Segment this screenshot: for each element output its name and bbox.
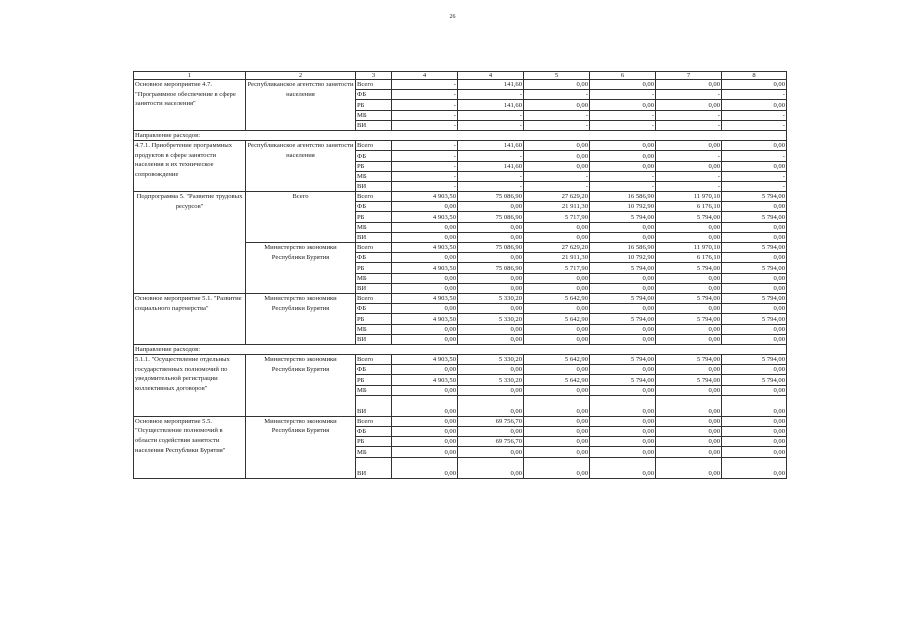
value-cell: 0,00	[656, 395, 722, 416]
value-cell: 0,00	[392, 253, 458, 263]
funding-source: Всего	[356, 192, 392, 202]
value-cell: 5 794,00	[722, 375, 787, 385]
executor-name: Республиканское агентство занятости населения	[246, 80, 356, 131]
value-cell: 141,60	[458, 161, 524, 171]
funding-source: ВИ	[356, 120, 392, 130]
funding-source: ВИ	[356, 283, 392, 293]
value-cell: 0,00	[590, 283, 656, 293]
value-cell: 5 330,20	[458, 355, 524, 365]
value-cell: 5 794,00	[656, 375, 722, 385]
value-cell: 141,60	[458, 141, 524, 151]
funding-source: МБ	[356, 171, 392, 181]
measure-name: 5.1.1. "Осуществление отдельных государственных полномочий по уведомительной регистрации коллективных договоров"	[134, 355, 246, 417]
value-cell: 11 970,10	[656, 243, 722, 253]
funding-source: ФБ	[356, 151, 392, 161]
value-cell: 0,00	[590, 304, 656, 314]
direction-label: Направление расходов:	[134, 130, 787, 140]
funding-source: ВИ	[356, 181, 392, 191]
value-cell: 0,00	[458, 385, 524, 395]
header-cell: 3	[356, 72, 392, 80]
value-cell: 0,00	[656, 80, 722, 90]
value-cell: 4 903,50	[392, 192, 458, 202]
value-cell: 0,00	[524, 304, 590, 314]
value-cell: 6 176,10	[656, 253, 722, 263]
value-cell: 0,00	[524, 365, 590, 375]
value-cell: 0,00	[656, 100, 722, 110]
funding-source: ФБ	[356, 90, 392, 100]
direction-row	[134, 130, 787, 140]
value-cell: -	[722, 90, 787, 100]
value-cell: 0,00	[392, 202, 458, 212]
value-cell: 0,00	[524, 151, 590, 161]
value-cell: -	[656, 90, 722, 100]
funding-source: ВИ	[356, 232, 392, 242]
executor-name: Республиканское агентство занятости населения	[246, 141, 356, 192]
funding-source: Всего	[356, 416, 392, 426]
value-cell: 0,00	[392, 324, 458, 334]
value-cell: 0,00	[524, 324, 590, 334]
value-cell: 75 086,90	[458, 243, 524, 253]
funding-source: МБ	[356, 324, 392, 334]
table-body	[134, 72, 787, 479]
value-cell: -	[524, 181, 590, 191]
value-cell: 5 794,00	[656, 263, 722, 273]
value-cell: 6 176,10	[656, 202, 722, 212]
value-cell: 5 794,00	[656, 355, 722, 365]
value-cell: 0,00	[722, 385, 787, 395]
value-cell: 0,00	[458, 457, 524, 478]
value-cell: 0,00	[722, 324, 787, 334]
value-cell: 0,00	[656, 273, 722, 283]
value-cell: -	[656, 181, 722, 191]
value-cell: 0,00	[722, 334, 787, 344]
value-cell: 0,00	[722, 80, 787, 90]
value-cell: 0,00	[458, 273, 524, 283]
value-cell: 0,00	[392, 334, 458, 344]
value-cell: 75 086,90	[458, 263, 524, 273]
value-cell: 0,00	[524, 416, 590, 426]
value-cell: 5 794,00	[722, 314, 787, 324]
value-cell: 0,00	[722, 304, 787, 314]
value-cell: -	[392, 161, 458, 171]
funding-source: РБ	[356, 212, 392, 222]
value-cell: -	[590, 110, 656, 120]
value-cell: 0,00	[392, 416, 458, 426]
value-cell: 5 794,00	[722, 212, 787, 222]
value-cell: 4 903,50	[392, 375, 458, 385]
value-cell: -	[392, 100, 458, 110]
value-cell: -	[656, 110, 722, 120]
value-cell: -	[392, 110, 458, 120]
value-cell: 5 794,00	[722, 263, 787, 273]
value-cell: -	[590, 171, 656, 181]
value-cell: 5 794,00	[656, 293, 722, 303]
funding-source: ФБ	[356, 202, 392, 212]
value-cell: 0,00	[656, 283, 722, 293]
value-cell: 0,00	[458, 283, 524, 293]
funding-source: РБ	[356, 100, 392, 110]
value-cell: -	[392, 151, 458, 161]
header-cell: 6	[590, 72, 656, 80]
funding-source: МБ	[356, 110, 392, 120]
value-cell: 0,00	[722, 253, 787, 263]
value-cell: -	[524, 110, 590, 120]
header-cell: 1	[134, 72, 246, 80]
funding-source: Всего	[356, 80, 392, 90]
measure-name: Основное мероприятие 4.7. "Программное обеспечение в сфере занятости населения"	[134, 80, 246, 131]
value-cell: 10 792,90	[590, 253, 656, 263]
funding-source: РБ	[356, 437, 392, 447]
value-cell: 5 717,90	[524, 263, 590, 273]
value-cell: 0,00	[590, 437, 656, 447]
value-cell: 0,00	[524, 273, 590, 283]
table-row	[134, 355, 787, 365]
value-cell: 5 642,90	[524, 314, 590, 324]
value-cell: 0,00	[458, 365, 524, 375]
header-cell: 8	[722, 72, 787, 80]
value-cell: -	[656, 151, 722, 161]
value-cell: 69 756,70	[458, 416, 524, 426]
table-row	[134, 141, 787, 151]
value-cell: 0,00	[458, 447, 524, 457]
table-row	[134, 80, 787, 90]
value-cell: 0,00	[392, 427, 458, 437]
value-cell: 0,00	[590, 232, 656, 242]
value-cell: 0,00	[590, 385, 656, 395]
value-cell: -	[656, 120, 722, 130]
value-cell: 5 794,00	[656, 212, 722, 222]
value-cell: 0,00	[656, 437, 722, 447]
funding-source: ФБ	[356, 427, 392, 437]
value-cell: 0,00	[656, 161, 722, 171]
value-cell: 0,00	[590, 365, 656, 375]
header-cell: 2	[246, 72, 356, 80]
value-cell: 0,00	[458, 334, 524, 344]
value-cell: 11 970,10	[656, 192, 722, 202]
value-cell: 5 794,00	[590, 263, 656, 273]
value-cell: 0,00	[722, 457, 787, 478]
value-cell: 0,00	[458, 202, 524, 212]
value-cell: 5 794,00	[722, 243, 787, 253]
funding-source: МБ	[356, 273, 392, 283]
value-cell: -	[392, 120, 458, 130]
direction-row	[134, 344, 787, 354]
value-cell: 75 086,90	[458, 192, 524, 202]
value-cell: 0,00	[722, 100, 787, 110]
value-cell: 0,00	[590, 100, 656, 110]
value-cell: -	[722, 120, 787, 130]
value-cell: -	[722, 151, 787, 161]
value-cell: 0,00	[392, 283, 458, 293]
value-cell: 0,00	[524, 232, 590, 242]
value-cell: 0,00	[590, 273, 656, 283]
value-cell: 5 794,00	[656, 314, 722, 324]
value-cell: 0,00	[722, 416, 787, 426]
value-cell: 0,00	[722, 447, 787, 457]
table-row	[134, 293, 787, 303]
value-cell: 0,00	[656, 141, 722, 151]
value-cell: 0,00	[524, 447, 590, 457]
funding-source: РБ	[356, 314, 392, 324]
value-cell: 0,00	[590, 427, 656, 437]
value-cell: 0,00	[656, 457, 722, 478]
value-cell: 0,00	[392, 447, 458, 457]
value-cell: -	[656, 171, 722, 181]
value-cell: 4 903,50	[392, 212, 458, 222]
value-cell: 0,00	[524, 334, 590, 344]
value-cell: 4 903,50	[392, 314, 458, 324]
value-cell: 0,00	[722, 427, 787, 437]
value-cell: 4 903,50	[392, 293, 458, 303]
value-cell: -	[524, 171, 590, 181]
executor-name: Всего	[246, 192, 356, 243]
value-cell: 0,00	[458, 304, 524, 314]
funding-source: ВИ	[356, 457, 392, 478]
value-cell: 0,00	[722, 141, 787, 151]
value-cell: 5 794,00	[590, 314, 656, 324]
value-cell: 0,00	[656, 334, 722, 344]
executor-name: Министерство экономики Республики Бурятия	[246, 243, 356, 294]
funding-source: МБ	[356, 222, 392, 232]
table-row	[134, 416, 787, 426]
value-cell: -	[458, 181, 524, 191]
value-cell: 0,00	[392, 304, 458, 314]
value-cell: 0,00	[590, 80, 656, 90]
value-cell: 0,00	[722, 437, 787, 447]
value-cell: 0,00	[458, 222, 524, 232]
value-cell: 0,00	[524, 385, 590, 395]
value-cell: 16 586,90	[590, 243, 656, 253]
value-cell: 0,00	[392, 457, 458, 478]
executor-name: Министерство экономики Республики Бурятия	[246, 416, 356, 478]
value-cell: -	[458, 151, 524, 161]
value-cell: 0,00	[524, 141, 590, 151]
value-cell: 0,00	[656, 427, 722, 437]
value-cell: 5 794,00	[590, 293, 656, 303]
funding-source: МБ	[356, 385, 392, 395]
value-cell: 5 794,00	[590, 212, 656, 222]
value-cell: 5 794,00	[722, 293, 787, 303]
value-cell: 0,00	[722, 232, 787, 242]
value-cell: 0,00	[524, 100, 590, 110]
value-cell: 21 911,30	[524, 253, 590, 263]
value-cell: 0,00	[590, 141, 656, 151]
value-cell: 0,00	[722, 365, 787, 375]
value-cell: 0,00	[656, 222, 722, 232]
value-cell: 0,00	[524, 222, 590, 232]
value-cell: 0,00	[524, 457, 590, 478]
value-cell: 0,00	[722, 202, 787, 212]
value-cell: 0,00	[392, 273, 458, 283]
value-cell: 0,00	[524, 437, 590, 447]
header-row	[134, 72, 787, 80]
value-cell: -	[392, 80, 458, 90]
value-cell: 0,00	[392, 222, 458, 232]
value-cell: 5 794,00	[590, 355, 656, 365]
value-cell: 0,00	[590, 457, 656, 478]
value-cell: 0,00	[722, 222, 787, 232]
value-cell: 0,00	[656, 324, 722, 334]
value-cell: 0,00	[524, 283, 590, 293]
value-cell: 0,00	[392, 365, 458, 375]
funding-source: ВИ	[356, 334, 392, 344]
funding-source: ФБ	[356, 253, 392, 263]
value-cell: 0,00	[656, 447, 722, 457]
funding-source: Всего	[356, 355, 392, 365]
value-cell: 5 794,00	[590, 375, 656, 385]
value-cell: 27 629,20	[524, 243, 590, 253]
value-cell: -	[722, 110, 787, 120]
value-cell: -	[458, 171, 524, 181]
value-cell: 5 717,90	[524, 212, 590, 222]
measure-name: Основное мероприятие 5.5. "Осуществление полномочий в области содействия занятости населения Республики Бурятия"	[134, 416, 246, 478]
value-cell: 0,00	[656, 232, 722, 242]
funding-source: ФБ	[356, 304, 392, 314]
value-cell: -	[524, 90, 590, 100]
value-cell: 0,00	[458, 253, 524, 263]
funding-source: Всего	[356, 243, 392, 253]
value-cell: 0,00	[392, 385, 458, 395]
value-cell: 0,00	[722, 283, 787, 293]
value-cell: 0,00	[590, 222, 656, 232]
value-cell: 0,00	[656, 304, 722, 314]
value-cell: 0,00	[392, 437, 458, 447]
value-cell: 0,00	[590, 151, 656, 161]
value-cell: -	[392, 181, 458, 191]
value-cell: 0,00	[722, 273, 787, 283]
value-cell: -	[392, 141, 458, 151]
value-cell: 141,60	[458, 100, 524, 110]
page-number: 26	[449, 14, 456, 20]
header-cell: 4	[392, 72, 458, 80]
value-cell: -	[458, 120, 524, 130]
value-cell: 21 911,30	[524, 202, 590, 212]
value-cell: -	[392, 171, 458, 181]
executor-name: Министерство экономики Республики Бурятия	[246, 293, 356, 344]
value-cell: -	[458, 110, 524, 120]
value-cell: 10 792,90	[590, 202, 656, 212]
table-row	[134, 192, 787, 202]
value-cell: 0,00	[524, 161, 590, 171]
funding-source: МБ	[356, 447, 392, 457]
header-cell: 7	[656, 72, 722, 80]
funding-source: ФБ	[356, 365, 392, 375]
value-cell: 5 330,20	[458, 293, 524, 303]
value-cell: 0,00	[392, 395, 458, 416]
value-cell: 0,00	[590, 416, 656, 426]
header-cell: 4	[458, 72, 524, 80]
funding-source: РБ	[356, 375, 392, 385]
budget-table	[133, 71, 787, 479]
funding-source: ВИ	[356, 395, 392, 416]
value-cell: 0,00	[524, 80, 590, 90]
value-cell: -	[590, 90, 656, 100]
value-cell: 0,00	[524, 395, 590, 416]
header-cell: 5	[524, 72, 590, 80]
value-cell: 0,00	[656, 385, 722, 395]
value-cell: 4 903,50	[392, 243, 458, 253]
value-cell: 0,00	[458, 427, 524, 437]
value-cell: 0,00	[656, 365, 722, 375]
value-cell: -	[458, 90, 524, 100]
measure-name: Подпрограмма 5. "Развитие трудовых ресурсов"	[134, 192, 246, 294]
measure-name: Основное мероприятие 5.1. "Развитие социального партнерства"	[134, 293, 246, 344]
value-cell: 0,00	[722, 395, 787, 416]
value-cell: 0,00	[590, 161, 656, 171]
value-cell: 0,00	[656, 416, 722, 426]
value-cell: 0,00	[392, 232, 458, 242]
value-cell: -	[722, 171, 787, 181]
value-cell: -	[590, 181, 656, 191]
value-cell: -	[392, 90, 458, 100]
funding-source: РБ	[356, 161, 392, 171]
value-cell: 69 756,70	[458, 437, 524, 447]
value-cell: 5 642,90	[524, 355, 590, 365]
value-cell: 141,60	[458, 80, 524, 90]
executor-name: Министерство экономики Республики Бурятия	[246, 355, 356, 417]
measure-name: 4.7.1. Приобретение программных продуктов в сфере занятости населения и их техническое сопровождение	[134, 141, 246, 192]
funding-source: Всего	[356, 293, 392, 303]
direction-label: Направление расходов:	[134, 344, 787, 354]
value-cell: 0,00	[590, 324, 656, 334]
value-cell: 5 794,00	[722, 192, 787, 202]
value-cell: 5 330,20	[458, 375, 524, 385]
value-cell: -	[590, 120, 656, 130]
value-cell: 4 903,50	[392, 355, 458, 365]
value-cell: 5 794,00	[722, 355, 787, 365]
value-cell: 0,00	[590, 395, 656, 416]
value-cell: 0,00	[590, 447, 656, 457]
value-cell: 5 330,20	[458, 314, 524, 324]
value-cell: -	[722, 181, 787, 191]
value-cell: 5 642,90	[524, 375, 590, 385]
value-cell: 0,00	[524, 427, 590, 437]
value-cell: 0,00	[722, 161, 787, 171]
value-cell: 5 642,90	[524, 293, 590, 303]
value-cell: -	[524, 120, 590, 130]
value-cell: 16 586,90	[590, 192, 656, 202]
value-cell: 75 086,90	[458, 212, 524, 222]
funding-source: Всего	[356, 141, 392, 151]
value-cell: 0,00	[590, 334, 656, 344]
value-cell: 27 629,20	[524, 192, 590, 202]
value-cell: 0,00	[458, 232, 524, 242]
funding-source: РБ	[356, 263, 392, 273]
value-cell: 0,00	[458, 324, 524, 334]
value-cell: 4 903,50	[392, 263, 458, 273]
value-cell: 0,00	[458, 395, 524, 416]
